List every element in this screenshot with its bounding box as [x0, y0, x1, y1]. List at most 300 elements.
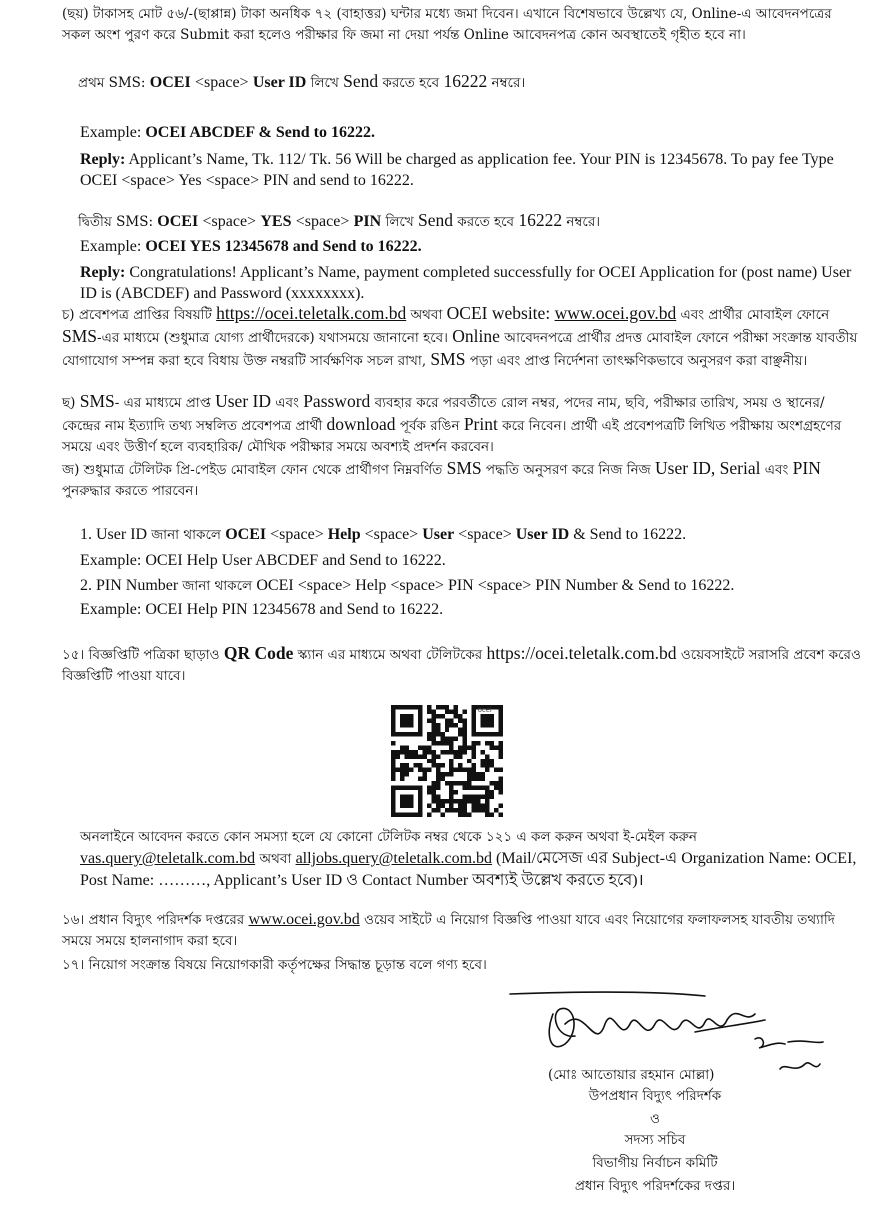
sms1-send: Send	[343, 71, 379, 91]
qr-module	[422, 754, 426, 758]
qr-module	[413, 732, 417, 736]
qr-module	[481, 723, 485, 727]
qr-module	[472, 732, 476, 736]
ja-f: PIN	[792, 458, 821, 478]
qr-module	[395, 813, 399, 817]
qr-module	[490, 813, 494, 817]
qr-module	[436, 714, 440, 718]
qr-module	[427, 813, 431, 817]
qr-module	[431, 808, 435, 812]
qr-module	[481, 786, 485, 790]
sms1-prefix: প্রথম SMS:	[78, 75, 150, 91]
qr-module	[436, 754, 440, 758]
sms2-instruction	[78, 210, 868, 233]
qr-module	[395, 768, 399, 772]
qr-module	[463, 813, 467, 817]
qr-module	[431, 759, 435, 763]
sms1-example	[80, 122, 870, 143]
qr-module	[404, 763, 408, 767]
qr-module	[463, 750, 467, 754]
qr-module	[391, 808, 395, 812]
qr-module	[395, 705, 399, 709]
qr-module	[499, 754, 503, 758]
qr-module	[458, 754, 462, 758]
qr-module	[481, 759, 485, 763]
chha-k: করে নিবেন। প্রার্থী এই প্রবেশপত্রটি লিখিত পরীক্ষায় অংশগ্রহণের সময়ে এবং উত্তীর্ণ হলে ব্যবহারিক/ মৌখিক পরীক্ষার সময়ে অবশ্যই প্রদর্শন করবেন।	[62, 418, 842, 455]
qr-module	[391, 777, 395, 781]
qr-module	[431, 781, 435, 785]
qr-module	[472, 741, 476, 745]
qr-module	[391, 795, 395, 799]
qr-module	[404, 772, 408, 776]
qr-module	[472, 772, 476, 776]
qr-module	[436, 808, 440, 812]
qr-module	[400, 763, 404, 767]
qr-module	[431, 718, 435, 722]
qr-module	[404, 714, 408, 718]
qr-module	[427, 709, 431, 713]
qr-module	[458, 804, 462, 808]
qr-module	[481, 795, 485, 799]
qr-module	[449, 763, 453, 767]
qr-module	[454, 790, 458, 794]
teletalk-link[interactable]: https://ocei.teletalk.com.bd	[216, 303, 407, 323]
qr-module	[458, 727, 462, 731]
help-l3-a: 2. PIN Number	[80, 577, 183, 594]
sms2-cmd2: YES	[260, 213, 292, 230]
qr-module	[463, 745, 467, 749]
qr-module	[409, 718, 413, 722]
qr-module	[413, 813, 417, 817]
qr-module	[418, 777, 422, 781]
qr-module	[485, 763, 489, 767]
cha-g: Online	[452, 326, 500, 346]
qr-module	[458, 714, 462, 718]
qr-module	[449, 804, 453, 808]
p16-b: ওয়েব সাইটে এ নিয়োগ বিজ্ঞপ্তি পাওয়া যাবে এবং নিয়োগের ফলাফলসহ যাবতীয় তথ্যাদি সময়ে সময়ে হালনাগাদ করা হবে।	[62, 912, 835, 949]
signatory-title-1: উপপ্রধান বিদ্যুৎ পরিদর্শক	[588, 1088, 722, 1104]
qr-module	[431, 763, 435, 767]
qr-module	[422, 768, 426, 772]
qr-module	[463, 736, 467, 740]
signatory-title-3: বিভাগীয় নির্বাচন কমিটি	[592, 1155, 718, 1171]
qr-module	[481, 732, 485, 736]
qr-module	[472, 727, 476, 731]
qr-module	[467, 795, 471, 799]
qr-module	[467, 745, 471, 749]
qr-module	[431, 714, 435, 718]
qr-module	[445, 718, 449, 722]
qr-module	[449, 709, 453, 713]
qr-module	[490, 732, 494, 736]
qr-module	[391, 718, 395, 722]
p15-url[interactable]: https://ocei.teletalk.com.bd	[486, 643, 677, 663]
signatory-name	[548, 1065, 808, 1086]
qr-module	[418, 786, 422, 790]
qr-module	[445, 723, 449, 727]
help-line-1	[80, 524, 870, 546]
qr-module	[404, 813, 408, 817]
qr-module	[458, 718, 462, 722]
qr-module	[400, 799, 404, 803]
qr-module	[494, 786, 498, 790]
qr-module	[458, 799, 462, 803]
qr-module	[485, 759, 489, 763]
qr-module	[481, 808, 485, 812]
qr-module	[427, 736, 431, 740]
fee-paragraph: (ছয়) টাকাসহ মোট ৫৬/-(ছাপ্পান্ন) টাকা অনধিক ৭২ (বাহাত্তর) ঘন্টার মধ্যে জমা দিবেন। এখানে বিশেষভাবে উল্লেখ্য যে, Online-এ আবেদনপত্রের সকল অংশ পুরণ করে Submit করা হলেও পরীক্ষার ফি জমা না দেয়া পর্যন্ত Online আবেদনপত্র কোন অবস্থাতেই গৃহীত হবে না।	[62, 6, 832, 43]
email-alljobs-link[interactable]: alljobs.query@teletalk.com.bd	[295, 850, 493, 867]
qr-module	[485, 808, 489, 812]
qr-module	[418, 718, 422, 722]
cha-b: অথবা	[406, 307, 447, 323]
qr-module	[449, 786, 453, 790]
qr-module	[472, 763, 476, 767]
signatory-title-2: সদস্য সচিব	[624, 1132, 686, 1148]
qr-module	[445, 772, 449, 776]
qr-module	[413, 763, 417, 767]
chha-g: ব্যবহার করে পরবর্তীতে রোল নম্বর, পদের নাম, ছবি, পরীক্ষার তারিখ, সময় ও স্থানের/ কেন্দ্রের নাম ইত্যাদি তথ্য সম্বলিত প্রবেশপত্র প্রার্থী	[62, 395, 825, 434]
qr-module	[458, 768, 462, 772]
recovery-paragraph	[62, 458, 862, 502]
qr-module	[418, 795, 422, 799]
qr-module	[467, 799, 471, 803]
qr-module	[490, 759, 494, 763]
sms1-example-label: Example:	[80, 124, 146, 141]
qr-module	[499, 745, 503, 749]
qr-module	[400, 786, 404, 790]
qr-module	[472, 705, 476, 709]
qr-module	[391, 705, 395, 709]
cha-c: OCEI website:	[446, 303, 555, 323]
ja-d: User ID, Serial	[655, 458, 761, 478]
qr-module	[440, 777, 444, 781]
sms2-example-label: Example:	[80, 238, 146, 255]
qr-module	[440, 736, 444, 740]
qr-module	[391, 709, 395, 713]
p15-c: স্ক্যান এর মাধ্যমে অথবা টেলিটকের	[293, 647, 487, 663]
qr-module	[409, 768, 413, 772]
qr-module	[391, 723, 395, 727]
qr-module	[391, 786, 395, 790]
qr-module	[481, 763, 485, 767]
qr-module	[431, 790, 435, 794]
qr-module	[449, 750, 453, 754]
qr-module	[463, 799, 467, 803]
qr-module	[449, 745, 453, 749]
qr-module	[490, 790, 494, 794]
qr-module	[404, 795, 408, 799]
qr-module	[418, 790, 422, 794]
qr-module	[463, 727, 467, 731]
contact-c: (Mail/মেসেজ এর Subject-এ Organization Name: OCEI, Post Name: ………, Applicant’s User ID ও Contact Number অবশ্যই উল্লেখ করতে হবে)।	[80, 850, 857, 889]
help-line-2	[80, 550, 870, 571]
help-l1-f: <space>	[360, 526, 423, 543]
qr-module	[449, 768, 453, 772]
qr-module	[499, 786, 503, 790]
qr-module	[395, 754, 399, 758]
qr-module	[494, 745, 498, 749]
qr-module	[472, 768, 476, 772]
qr-module	[485, 768, 489, 772]
qr-module	[445, 808, 449, 812]
qr-module	[404, 786, 408, 790]
qr-module	[422, 745, 426, 749]
qr-module	[485, 754, 489, 758]
qr-module	[463, 781, 467, 785]
qr-module	[427, 718, 431, 722]
qr-module	[413, 750, 417, 754]
chha-i: পূর্বক রঙিন	[395, 418, 464, 434]
qr-module	[454, 750, 458, 754]
qr-module	[391, 763, 395, 767]
qr-module	[427, 786, 431, 790]
qr-module	[463, 718, 467, 722]
help-l1-a: 1. User ID	[80, 526, 152, 543]
qr-module	[400, 745, 404, 749]
qr-module	[418, 808, 422, 812]
sms2-reply	[80, 262, 870, 304]
qr-module	[391, 799, 395, 803]
qr-module	[454, 714, 458, 718]
qr-module	[427, 750, 431, 754]
qr-module	[463, 808, 467, 812]
qr-module	[449, 781, 453, 785]
qr-module	[454, 808, 458, 812]
qr-module	[436, 781, 440, 785]
qr-module	[476, 799, 480, 803]
qr-module	[485, 813, 489, 817]
qr-module	[472, 718, 476, 722]
qr-module	[391, 750, 395, 754]
qr-module	[454, 709, 458, 713]
ocei-website-link[interactable]: www.ocei.gov.bd	[554, 303, 677, 323]
qr-module	[440, 799, 444, 803]
sms2-cmd3: PIN	[353, 213, 382, 230]
qr-module	[427, 768, 431, 772]
qr-module	[418, 745, 422, 749]
qr-module	[400, 705, 404, 709]
qr-module	[454, 768, 458, 772]
help-l2-b: ABCDEF	[255, 552, 319, 569]
qr-module	[436, 768, 440, 772]
email-vas-link[interactable]: vas.query@teletalk.com.bd	[80, 850, 256, 867]
qr-module	[494, 781, 498, 785]
qr-module	[472, 745, 476, 749]
qr-module	[472, 709, 476, 713]
qr-module	[490, 763, 494, 767]
qr-module	[436, 772, 440, 776]
cha-h: আবেদনপত্রে প্রার্থীর প্রদত্ত মোবাইল ফোনে পরীক্ষা সংক্রান্ত যাবতীয় যোগাযোগ সম্পন্ন করা হবে বিধায় উক্ত নম্বরটি সার্বক্ষণিক সচল রাখা,	[62, 330, 858, 369]
qr-module	[400, 777, 404, 781]
qr-module	[431, 754, 435, 758]
qr-module	[476, 741, 480, 745]
qr-module	[418, 768, 422, 772]
qr-module	[458, 763, 462, 767]
qr-module	[485, 718, 489, 722]
qr-module	[440, 750, 444, 754]
qr-module	[499, 777, 503, 781]
qr-module	[481, 772, 485, 776]
qr-module	[409, 723, 413, 727]
qr-module	[431, 750, 435, 754]
qr-module	[391, 772, 395, 776]
qr-module	[467, 777, 471, 781]
qr-module	[499, 813, 503, 817]
qr-module	[431, 727, 435, 731]
qr-module	[404, 723, 408, 727]
qr-module	[467, 781, 471, 785]
qr-module	[481, 804, 485, 808]
qr-module	[409, 750, 413, 754]
qr-module	[472, 714, 476, 718]
sms1-reply-text: Applicant’s Name, Tk. 112/ Tk. 56 Will be charged as application fee. Your PIN is 12345678. To pay fee Type OCEI <space> Yes <space> PIN and send to 16222.	[80, 151, 834, 189]
sms2-send: Send	[418, 210, 454, 230]
cha-j: পড়া এবং প্রাপ্ত নির্দেশনা তাৎক্ষণিকভাবে অনুসরণ করা বাঞ্ছনীয়।	[465, 353, 808, 369]
qr-module	[404, 804, 408, 808]
qr-module	[440, 732, 444, 736]
qr-module	[458, 750, 462, 754]
qr-module	[499, 741, 503, 745]
qr-module	[476, 732, 480, 736]
qr-module	[422, 772, 426, 776]
qr-module	[391, 804, 395, 808]
sms2-suffix: নম্বরে।	[562, 214, 601, 230]
qr-module	[431, 709, 435, 713]
qr-module	[467, 759, 471, 763]
qr-module	[409, 804, 413, 808]
qr-module	[400, 718, 404, 722]
qr-module	[440, 741, 444, 745]
qr-module	[499, 705, 503, 709]
qr-module	[476, 795, 480, 799]
qr-module	[436, 723, 440, 727]
qr-module	[463, 804, 467, 808]
sms1-instruction	[78, 71, 868, 94]
sms2-cmd1: OCEI	[157, 213, 199, 230]
sms1-number: 16222	[443, 71, 488, 91]
qr-module	[445, 750, 449, 754]
contact-b: অথবা	[255, 851, 296, 867]
qr-module	[409, 754, 413, 758]
qr-module	[445, 736, 449, 740]
p16-url[interactable]: www.ocei.gov.bd	[248, 911, 360, 928]
qr-module	[395, 732, 399, 736]
qr-module	[391, 813, 395, 817]
qr-module	[445, 781, 449, 785]
qr-module	[449, 799, 453, 803]
sms1-space: <space>	[194, 74, 249, 91]
qr-module	[409, 705, 413, 709]
qr-module	[467, 772, 471, 776]
qr-module	[494, 732, 498, 736]
sms1-mid: লিখে	[306, 75, 344, 91]
sms2-reply-text: Congratulations! Applicant’s Name, payment completed successfully for OCEI Application for (post name) User ID is (ABCDEF) and Password (xxxxxxxx).	[80, 264, 852, 302]
qr-module	[391, 727, 395, 731]
qr-module	[400, 732, 404, 736]
qr-module	[472, 754, 476, 758]
qr-module	[499, 804, 503, 808]
qr-module	[400, 772, 404, 776]
help-l1-h: <space>	[454, 526, 516, 543]
qr-module	[427, 745, 431, 749]
qr-module	[445, 741, 449, 745]
qr-module	[490, 781, 494, 785]
sms2-example	[80, 236, 870, 257]
qr-module	[454, 705, 458, 709]
qr-module	[436, 795, 440, 799]
qr-module	[413, 754, 417, 758]
qr-module	[494, 705, 498, 709]
qr-module	[467, 786, 471, 790]
qr-module	[404, 754, 408, 758]
qr-module	[418, 709, 422, 713]
paragraph-16	[62, 909, 862, 952]
download-paragraph	[62, 391, 862, 458]
qr-module	[481, 777, 485, 781]
qr-module	[445, 709, 449, 713]
help-l2-c: and Send to 16222.	[318, 552, 446, 569]
ja-g: পুনরুদ্ধার করতে পারবেন।	[62, 483, 199, 499]
sms1-example-text: OCEI ABCDEF & Send to 16222.	[145, 124, 375, 141]
qr-module	[499, 718, 503, 722]
help-line-3	[80, 575, 870, 597]
qr-module	[400, 714, 404, 718]
qr-module	[476, 777, 480, 781]
qr-module	[409, 799, 413, 803]
qr-module	[463, 709, 467, 713]
qr-module	[476, 804, 480, 808]
signatory-name-text: (মোঃ আতোয়ার রহমান মোল্লা)	[548, 1067, 715, 1083]
qr-module	[458, 732, 462, 736]
qr-module	[485, 799, 489, 803]
qr-module	[400, 795, 404, 799]
qr-module	[472, 777, 476, 781]
help-l3-b: জানা থাকলে	[182, 578, 257, 594]
qr-module	[476, 786, 480, 790]
qr-module	[463, 786, 467, 790]
qr-module	[427, 804, 431, 808]
qr-module	[404, 718, 408, 722]
qr-module	[485, 795, 489, 799]
qr-module	[476, 772, 480, 776]
qr-module	[445, 705, 449, 709]
qr-module	[440, 705, 444, 709]
qr-module	[485, 786, 489, 790]
qr-module	[436, 763, 440, 767]
qr-module	[485, 723, 489, 727]
qr-module	[404, 799, 408, 803]
qr-module	[409, 795, 413, 799]
qr-module	[418, 714, 422, 718]
cha-f: -এর মাধ্যমে (শুধুমাত্র যোগ্য প্রার্থীদেরকে) যথাসময়ে জানানো হবে।	[97, 330, 453, 346]
qr-module	[449, 718, 453, 722]
qr-module	[436, 741, 440, 745]
qr-module	[458, 813, 462, 817]
qr-module	[463, 768, 467, 772]
qr-module	[494, 768, 498, 772]
qr-module	[485, 732, 489, 736]
qr-module	[391, 768, 395, 772]
sms2-prefix: দ্বিতীয় SMS:	[78, 214, 158, 230]
ja-c: পদ্ধতি অনুসরণ করে নিজ নিজ	[481, 462, 655, 478]
qr-module	[485, 804, 489, 808]
chha-b: SMS	[79, 391, 115, 411]
chha-f: Password	[303, 391, 371, 411]
qr-module	[427, 705, 431, 709]
qr-module	[490, 745, 494, 749]
qr-module	[440, 772, 444, 776]
